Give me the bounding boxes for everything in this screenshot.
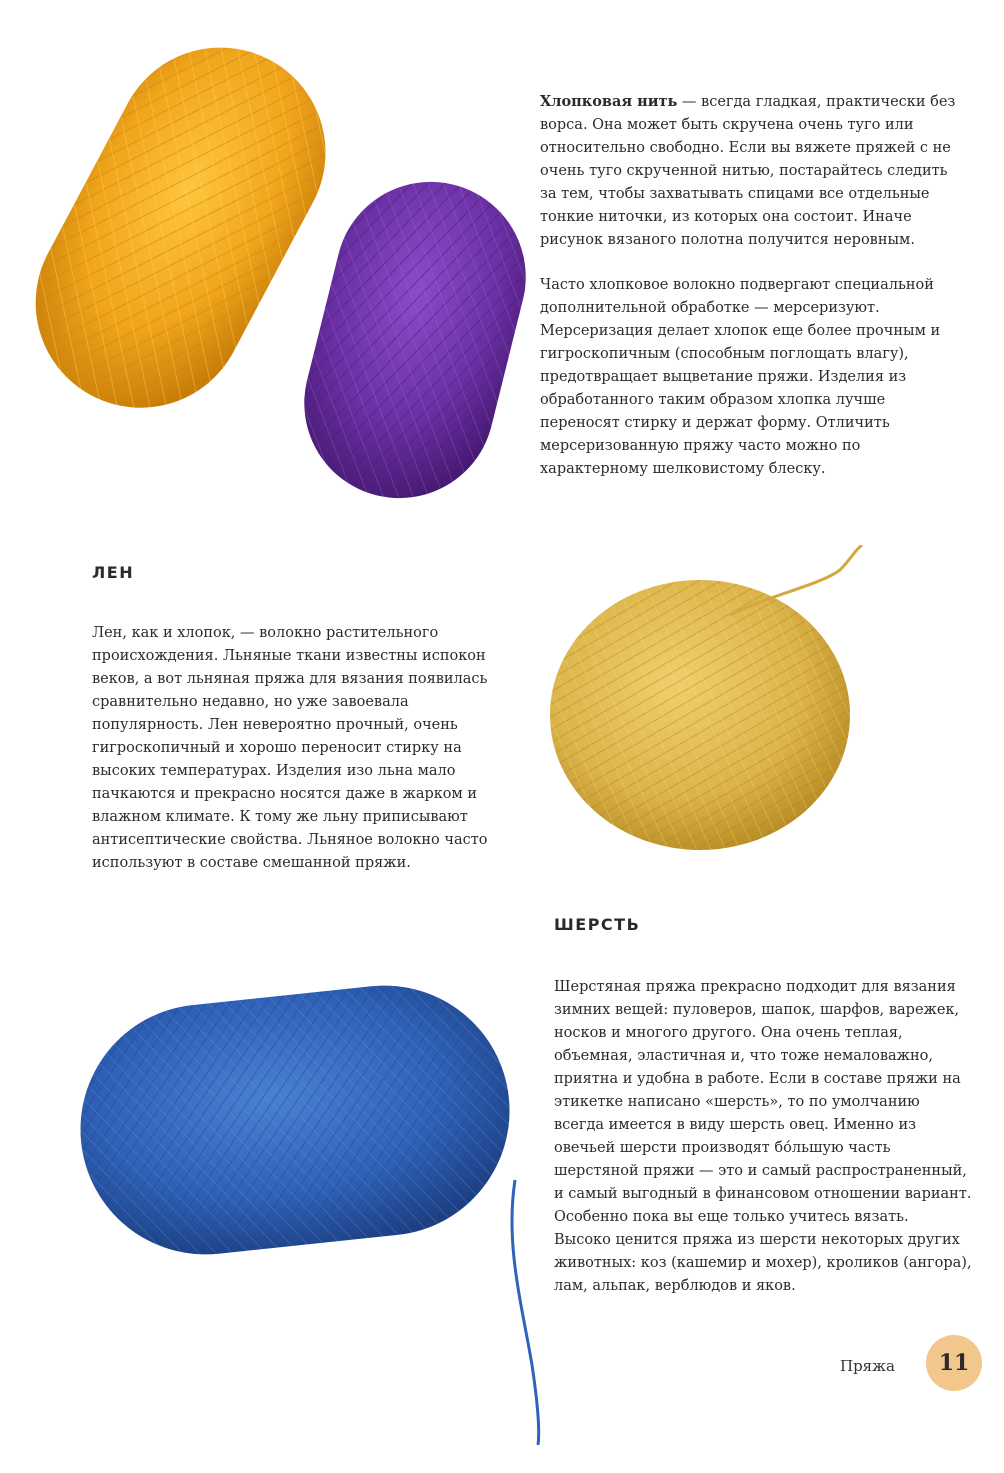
cotton-paragraph-2: Часто хлопковое волокно подвергают специальной дополнительной обработке — мерсеризуют. Мерсеризация делает хлопок еще более прочным и гигроскопичным (способным поглощать влагу), предотвращает выцветание пряжи. Изделия из обработанного таким образом хлопка лучше переносят стирку и держат форму. Отличить мерсеризованную пряжу часто можно по характерному шелковистому блеску. (540, 277, 941, 477)
mustard-yarn-ball-image (540, 545, 880, 860)
cotton-lead: Хлопковая нить (540, 93, 678, 110)
purple-yarn-skein-image (290, 165, 540, 515)
cotton-paragraph-1-body: — всегда гладкая, практически без ворса. Она может быть скручена очень туго или относительно свободно. Если вы вяжете пряжей с не очень туго скрученной нитью, постарайтесь следить за тем, чтобы захватывать спицами все отдельные тонкие ниточки, из которых она состоит. Иначе рисунок вязаного полотна получится неровным. (540, 94, 956, 248)
page-number-badge (926, 1335, 982, 1391)
cotton-text (540, 90, 960, 481)
blue-yarn-skein-image (60, 965, 550, 1445)
cotton-paragraph-1 (540, 90, 960, 252)
linen-heading: ЛЕН (92, 563, 135, 582)
wool-paragraph-1: Шерстяная пряжа прекрасно подходит для вязания зимних вещей: пуловеров, шапок, шарфов, варежек, носков и многого другого. Она очень теплая, объемная, эластичная и, что тоже немаловажно, приятна и удобна в работе. Если в составе пряжи на этикетке написано «шерсть», то по умолчанию всегда имеется в виду шерсть овец. Именно из овечьей шерсти производят бо́льшую часть шерстяной пряжи — это и самый распространенный, и самый выгодный в финансовом отношении вариант. Особенно пока вы еще только учитесь вязать. (554, 979, 972, 1225)
linen-text (92, 622, 510, 875)
footer-section-label: Пряжа (840, 1357, 895, 1375)
page-number: 11 (938, 1350, 970, 1376)
linen-paragraph: Лен, как и хлопок, — волокно растительного происхождения. Льняные ткани известны испокон веков, а вот льняная пряжа для вязания появилась сравнительно недавно, но уже завоевала популярность. Лен невероятно прочный, очень гигроскопичный и хорошо переносит стирку на высоких температурах. Изделия изо льна мало пачкаются и прекрасно носятся даже в жарком и влажном климате. К тому же льну приписывают антисептические свойства. Льняное волокно часто используют в составе смешанной пряжи. (92, 625, 488, 871)
wool-paragraph-2: Высоко ценится пряжа из шерсти некоторых других животных: коз (кашемир и мохер), кроликов (ангора), лам, альпак, верблюдов и яков. (554, 1232, 972, 1294)
wool-heading: ШЕРСТЬ (554, 915, 641, 934)
wool-text (554, 976, 974, 1298)
